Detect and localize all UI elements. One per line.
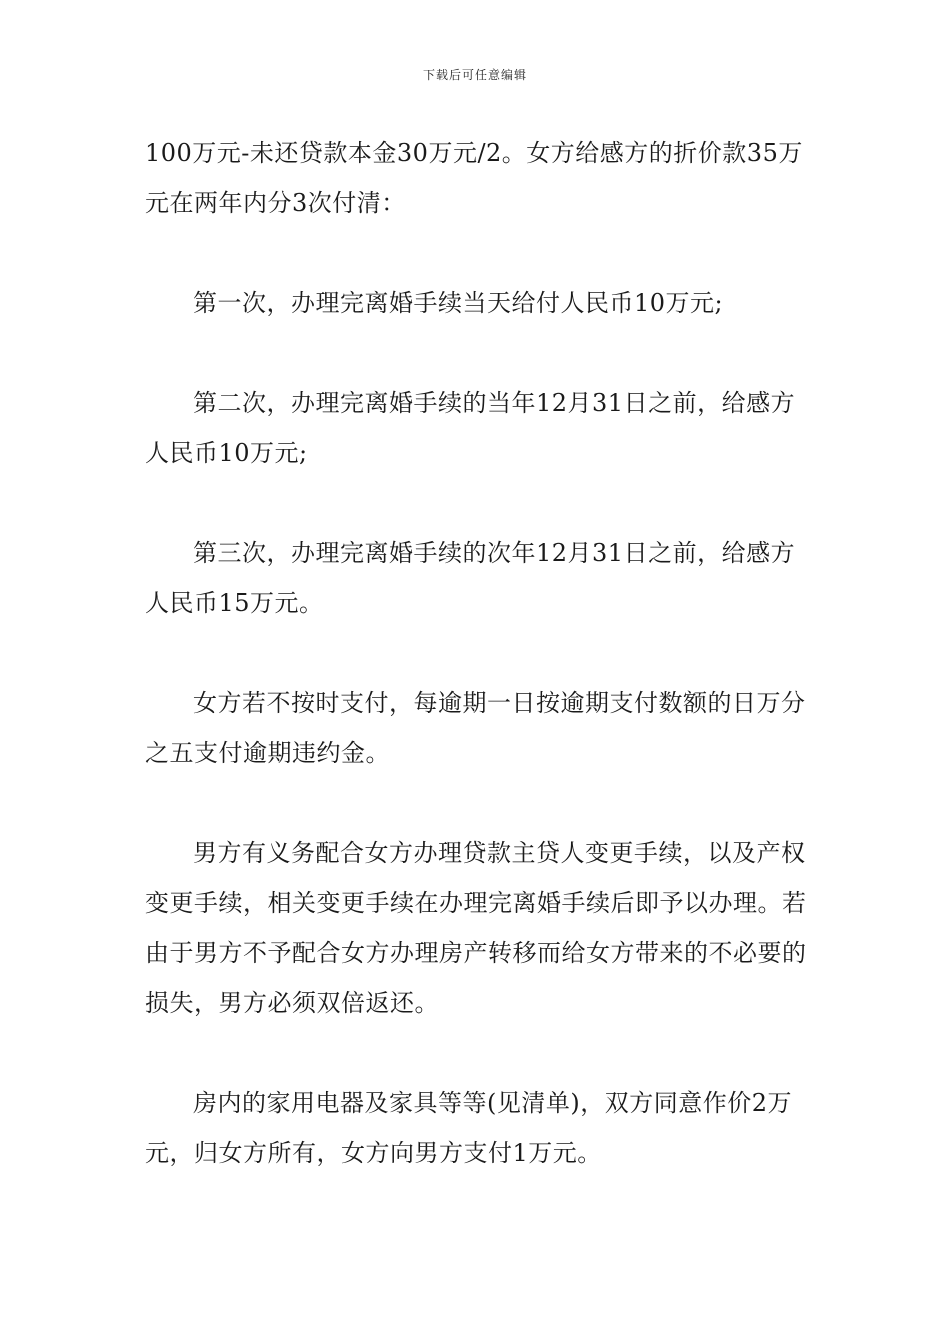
paragraph-gap	[145, 778, 810, 828]
paragraph-first-payment: 第一次，办理完离婚手续当天给付人民币10万元;	[193, 289, 724, 317]
paragraph-furniture-appliances: 房内的家用电器及家具等等(见清单)，双方同意作价2万元，归女方所有，女方向男方支付1万元。	[145, 1089, 792, 1167]
paragraph-gap	[145, 1028, 810, 1078]
document-body	[145, 128, 810, 1178]
paragraph-settlement-intro: 100万元-未还贷款本金30万元/2。女方给感方的折价款35万元在两年内分3次付清：	[145, 139, 803, 217]
paragraph-gap	[145, 478, 810, 528]
paragraph-gap	[145, 228, 810, 278]
paragraph-gap	[145, 628, 810, 678]
paragraph-transfer-obligation: 男方有义务配合女方办理贷款主贷人变更手续，以及产权变更手续，相关变更手续在办理完离婚手续后即予以办理。若由于男方不予配合女方办理房产转移而给女方带来的不必要的损失，男方必须双倍返还。	[145, 839, 807, 1017]
paragraph-second-payment: 第二次，办理完离婚手续的当年12月31日之前，给感方人民币10万元;	[145, 389, 796, 467]
page-header: 下载后可任意编辑	[422, 68, 527, 82]
paragraph-third-payment: 第三次，办理完离婚手续的次年12月31日之前，给感方人民币15万元。	[145, 539, 796, 617]
paragraph-late-penalty: 女方若不按时支付，每逾期一日按逾期支付数额的日万分之五支付逾期违约金。	[145, 689, 806, 767]
paragraph-gap	[145, 328, 810, 378]
